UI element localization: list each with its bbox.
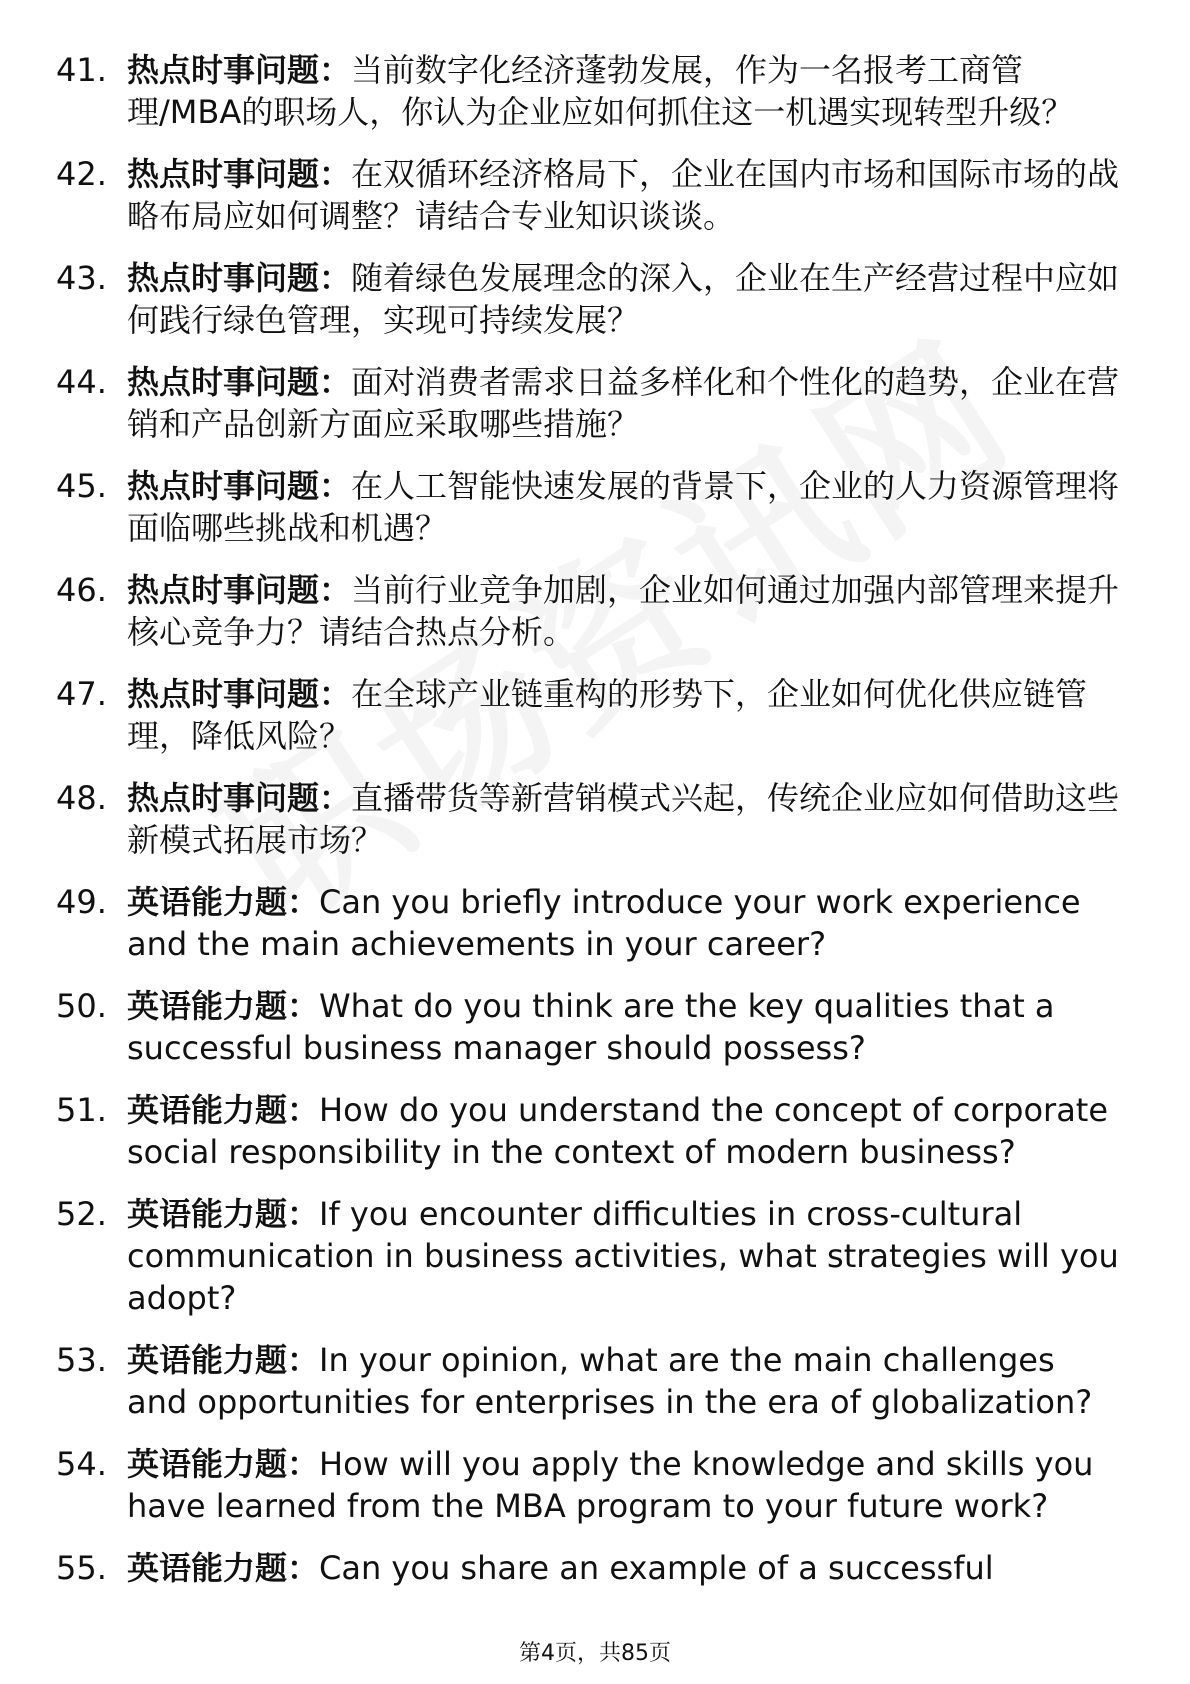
question-number: 51. xyxy=(56,1091,107,1129)
question-item xyxy=(0,569,1190,653)
question-item xyxy=(0,1193,1190,1319)
question-number: 45. xyxy=(56,467,107,505)
question-text: 随着绿色发展理念的深入，企业在生产经营过程中应如何践行绿色管理，实现可持续发展？ xyxy=(127,259,1120,339)
question-text: 在人工智能快速发展的背景下，企业的人力资源管理将面临哪些挑战和机遇？ xyxy=(127,467,1120,547)
question-text: 在双循环经济格局下，企业在国内市场和国际市场的战略布局应如何调整？请结合专业知识谈谈。 xyxy=(127,155,1120,235)
question-text: Can you share an example of a successful xyxy=(319,1549,994,1587)
question-item xyxy=(0,673,1190,757)
question-item xyxy=(0,777,1190,861)
question-item xyxy=(0,153,1190,237)
question-category: 热点时事问题： xyxy=(127,467,352,505)
question-number: 41. xyxy=(56,51,107,89)
question-text: Can you briefly introduce your work experience and the main achievements in your career? xyxy=(127,883,1081,963)
question-category: 英语能力题： xyxy=(127,1341,320,1379)
question-text: If you encounter difficulties in cross-cultural communication in business activities, what strategies will you adopt? xyxy=(127,1195,1119,1317)
question-category: 热点时事问题： xyxy=(127,363,352,401)
question-item xyxy=(0,49,1190,133)
question-number: 46. xyxy=(56,571,107,609)
question-item xyxy=(0,465,1190,549)
page-footer: 第4页，共85页 xyxy=(519,1641,671,1666)
question-text: How do you understand the concept of corporate social responsibility in the context of modern business? xyxy=(127,1091,1109,1171)
question-category: 英语能力题： xyxy=(127,1549,320,1587)
question-item xyxy=(0,1089,1190,1173)
question-category: 英语能力题： xyxy=(127,987,320,1025)
question-number: 47. xyxy=(56,675,107,713)
question-text: 面对消费者需求日益多样化和个性化的趋势，企业在营销和产品创新方面应采取哪些措施？ xyxy=(127,363,1120,443)
question-item xyxy=(0,361,1190,445)
question-item xyxy=(0,881,1190,965)
question-number: 43. xyxy=(56,259,107,297)
question-text: What do you think are the key qualities that a successful business manager should possess? xyxy=(127,987,1055,1067)
question-category: 英语能力题： xyxy=(127,1091,320,1129)
question-category: 热点时事问题： xyxy=(127,155,352,193)
question-item xyxy=(0,985,1190,1069)
question-category: 热点时事问题： xyxy=(127,51,352,89)
question-text: How will you apply the knowledge and skills you have learned from the MBA program to your future work? xyxy=(127,1445,1094,1525)
question-text: In your opinion, what are the main challenges and opportunities for enterprises in the era of globalization? xyxy=(127,1341,1093,1421)
question-item xyxy=(0,1443,1190,1527)
question-category: 英语能力题： xyxy=(127,883,320,921)
question-category: 热点时事问题： xyxy=(127,259,352,297)
question-number: 55. xyxy=(56,1549,107,1587)
question-number: 44. xyxy=(56,363,107,401)
question-text: 当前行业竞争加剧，企业如何通过加强内部管理来提升核心竞争力？请结合热点分析。 xyxy=(127,571,1120,651)
question-text: 当前数字化经济蓬勃发展，作为一名报考工商管理/MBA的职场人，你认为企业应如何抓住这一机遇实现转型升级？ xyxy=(127,51,1074,131)
question-item xyxy=(0,257,1190,341)
question-text: 在全球产业链重构的形势下，企业如何优化供应链管理，降低风险？ xyxy=(127,675,1088,755)
question-text: 直播带货等新营销模式兴起，传统企业应如何借助这些新模式拓展市场？ xyxy=(127,779,1120,859)
question-number: 42. xyxy=(56,155,107,193)
question-category: 热点时事问题： xyxy=(127,571,352,609)
question-number: 48. xyxy=(56,779,107,817)
question-number: 50. xyxy=(56,987,107,1025)
question-category: 英语能力题： xyxy=(127,1195,320,1233)
question-item xyxy=(0,1547,1190,1589)
question-item xyxy=(0,1339,1190,1423)
question-number: 49. xyxy=(56,883,107,921)
question-category: 热点时事问题： xyxy=(127,675,352,713)
question-number: 52. xyxy=(56,1195,107,1233)
question-list xyxy=(0,49,1190,1609)
question-number: 54. xyxy=(56,1445,107,1483)
question-category: 英语能力题： xyxy=(127,1445,320,1483)
question-category: 热点时事问题： xyxy=(127,779,352,817)
question-number: 53. xyxy=(56,1341,107,1379)
